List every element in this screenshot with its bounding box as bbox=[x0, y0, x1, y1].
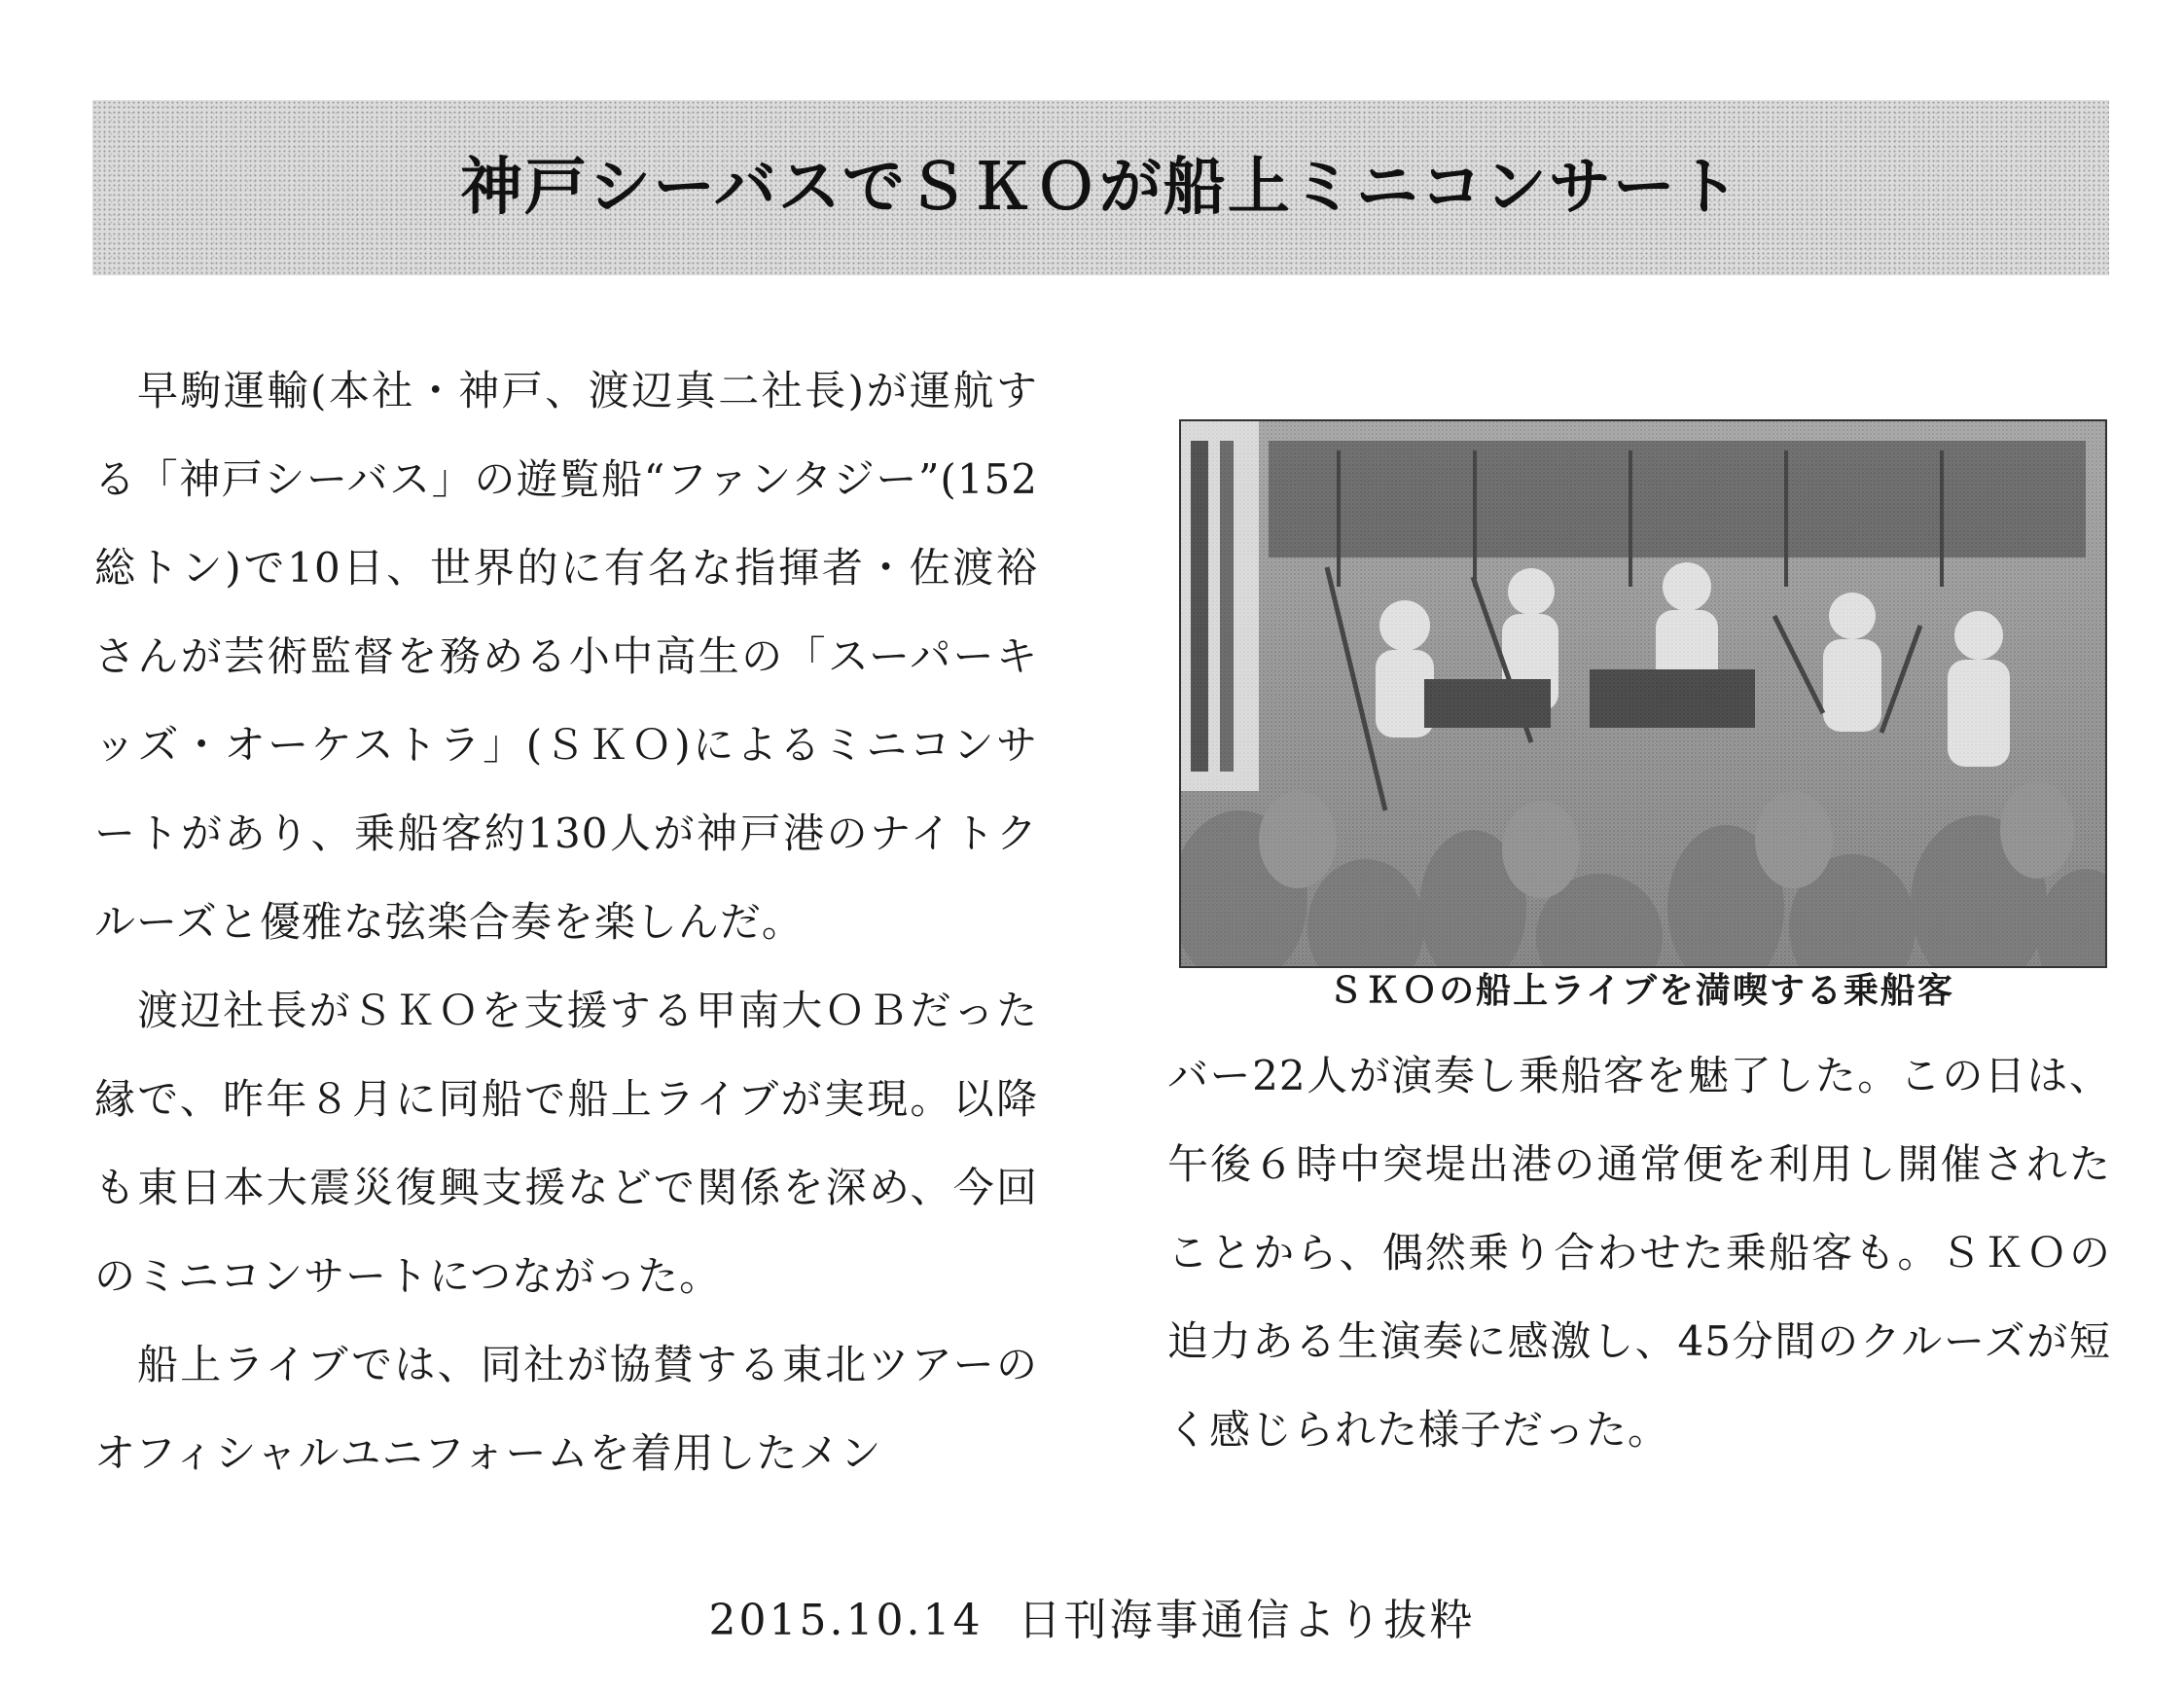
headline: 神戸シーバスでＳＫＯが船上ミニコンサート bbox=[460, 152, 1741, 224]
publication-source: 日刊海事通信より抜粋 bbox=[1018, 1596, 1476, 1645]
paragraph-3: 船上ライブでは、同社が協賛する東北ツアーのオフィシャルユニフォームを着用したメン bbox=[94, 1341, 1038, 1477]
orchestra-photo-image bbox=[1181, 421, 2105, 966]
article-body-right bbox=[1167, 1031, 2111, 1474]
photo-caption: ＳＫＯの船上ライブを満喫する乗船客 bbox=[1328, 971, 1954, 1011]
article-body-left bbox=[94, 346, 1038, 1497]
headline-band bbox=[92, 100, 2109, 275]
source-credit bbox=[0, 1592, 2184, 1650]
paragraph-2: 渡辺社長がＳＫＯを支援する甲南大ＯＢだった縁で、昨年８月に同船で船上ライブが実現。以降も東日本大震災復興支援などで関係を深め、今回のミニコンサートにつながった。 bbox=[94, 987, 1038, 1300]
paragraph-3-continued: バー22人が演奏し乗船客を魅了した。この日は、午後６時中突堤出港の通常便を利用し開催されたことから、偶然乗り合わせた乗船客も。ＳＫＯの迫力ある生演奏に感激し、45分間のクルーズが短く感じられた様子だった。 bbox=[1167, 1052, 2111, 1454]
publication-date: 2015.10.14 bbox=[708, 1596, 984, 1645]
paragraph-1: 早駒運輸(本社・神戸、渡辺真二社長)が運航する「神戸シーバス」の遊覧船“ファンタジー”(152総トン)で10日、世界的に有名な指揮者・佐渡裕さんが芸術監督を務める小中高生の「スーパーキッズ・オーケストラ」(ＳＫＯ)によるミニコンサートがあり、乗船客約130人が神戸港のナイトクルーズと優雅な弦楽合奏を楽しんだ。 bbox=[94, 367, 1038, 946]
photo bbox=[1179, 419, 2107, 968]
